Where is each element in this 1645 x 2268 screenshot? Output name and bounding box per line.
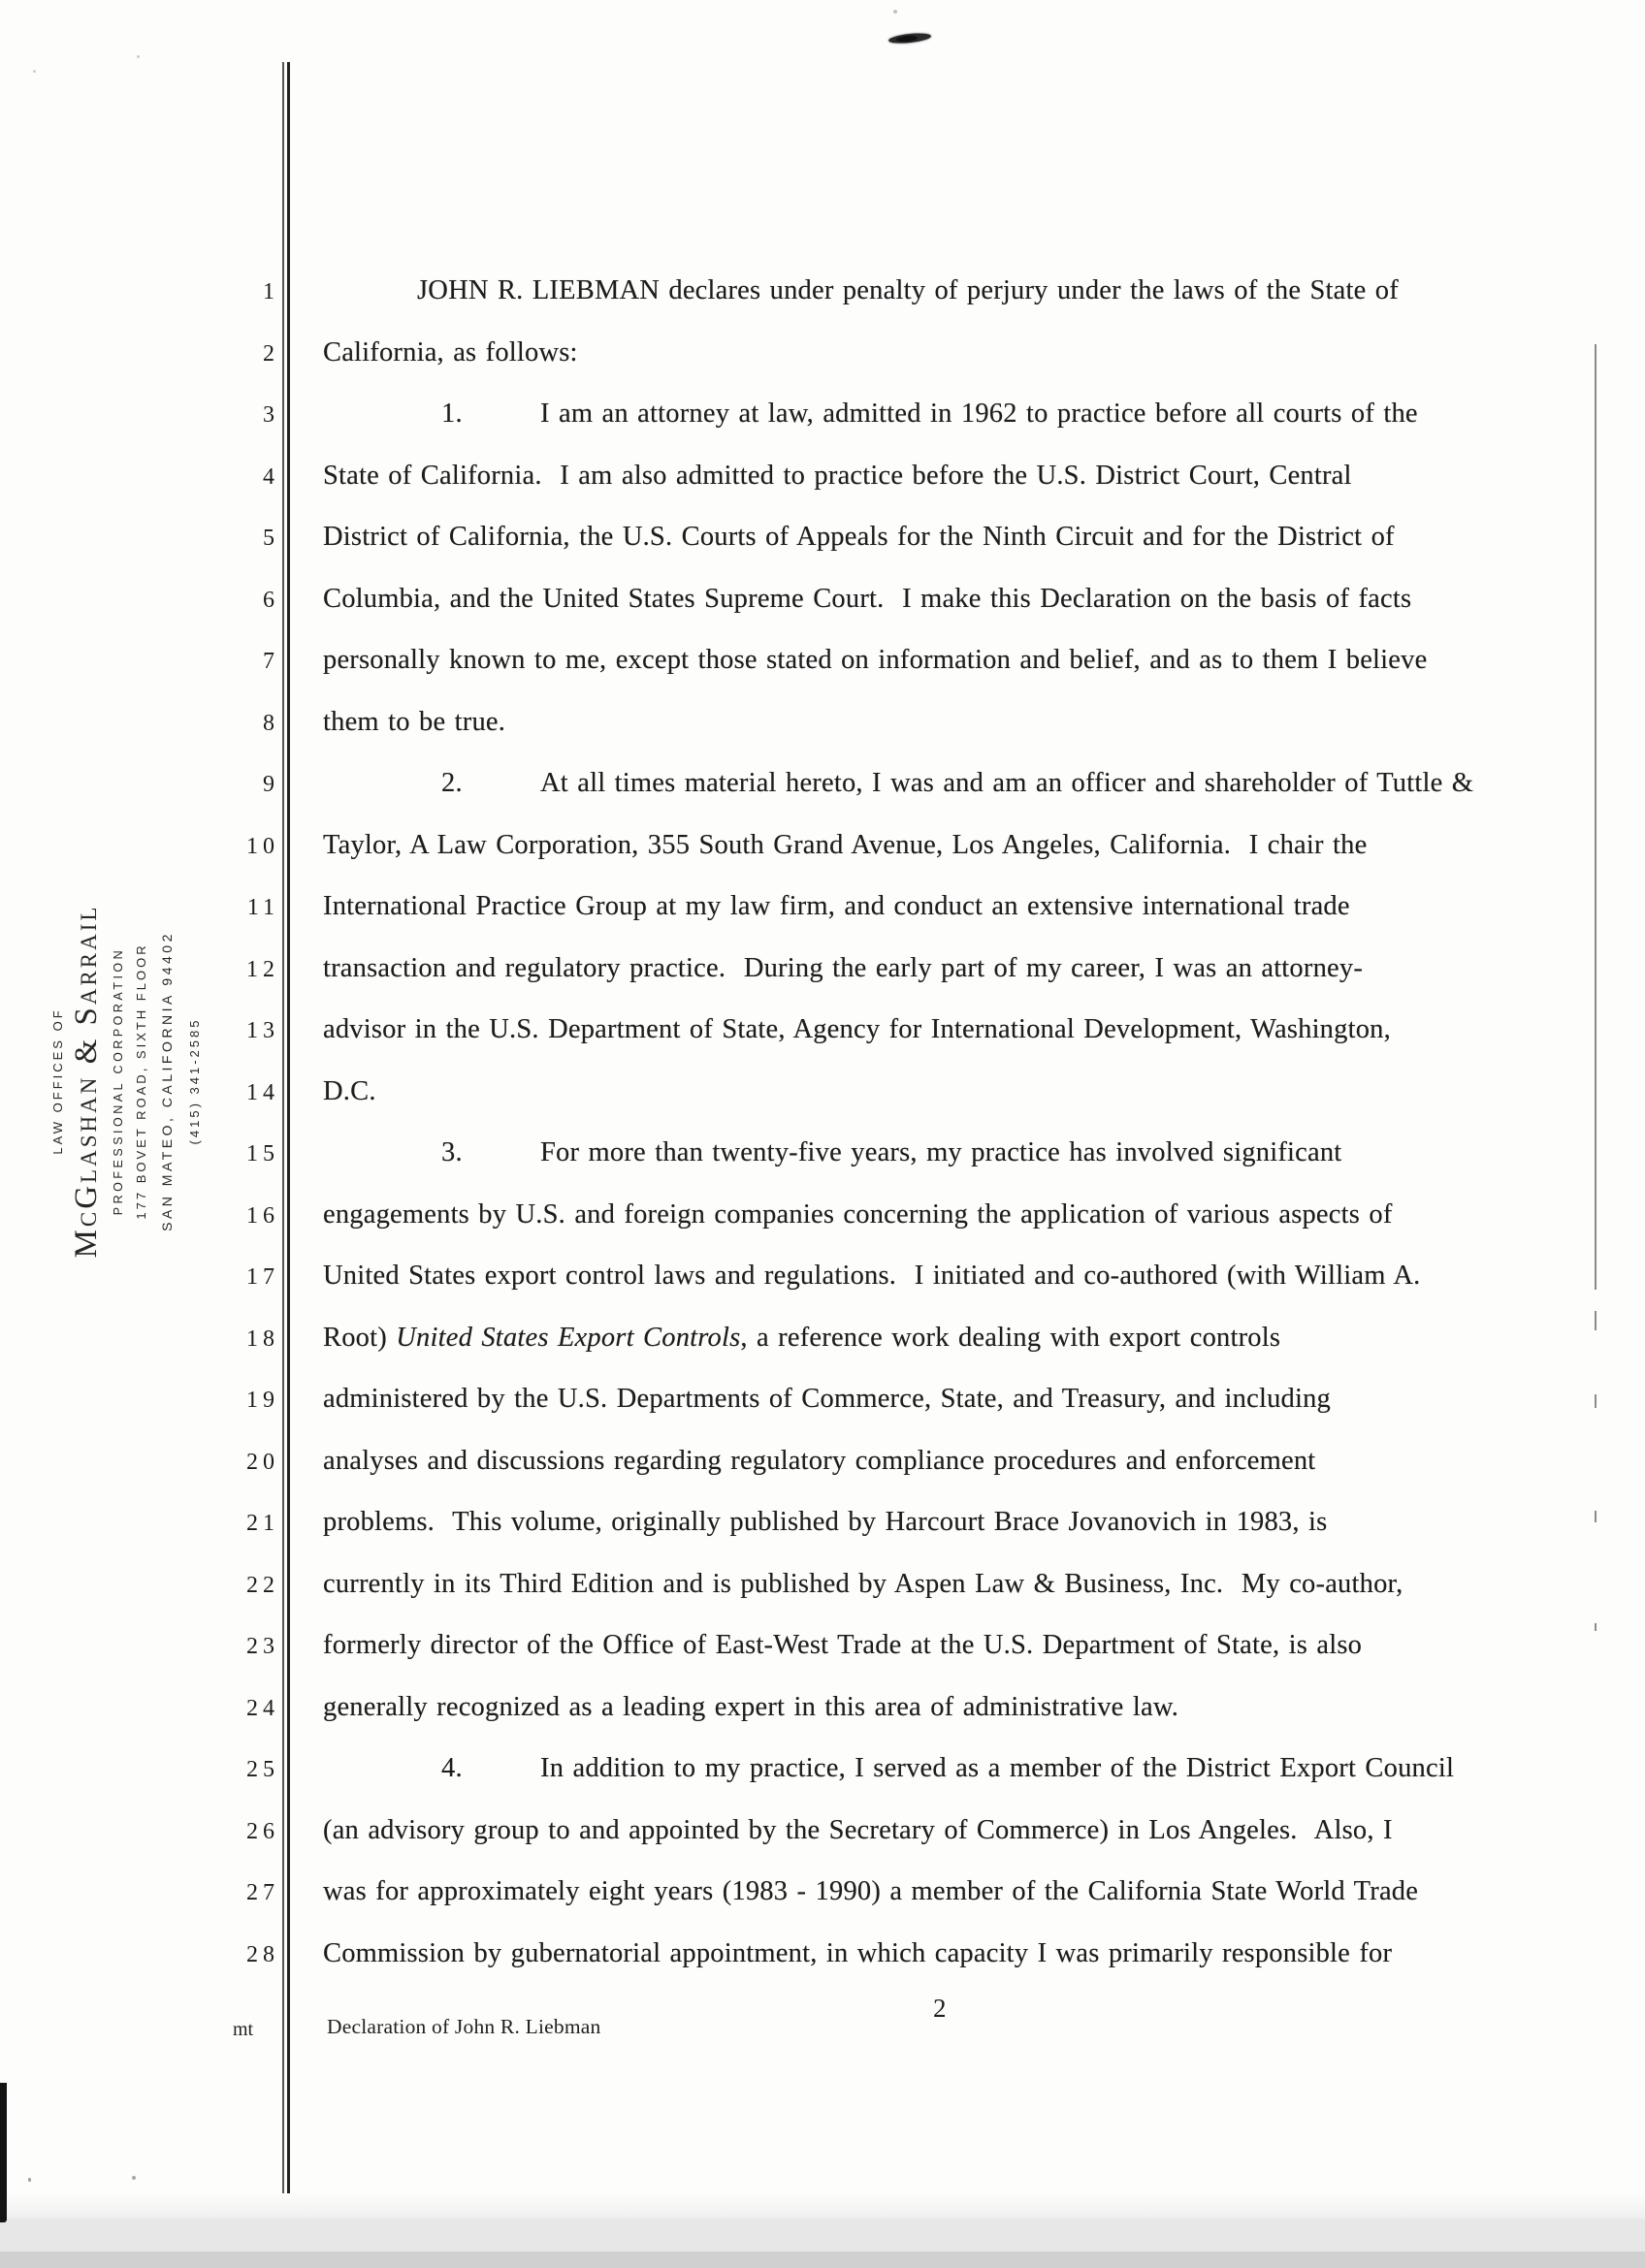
body-line: Taylor, A Law Corporation, 355 South Grand Avenue, Los Angeles, California. I chair the	[323, 829, 1368, 860]
body-line: analyses and discussions regarding regulatory compliance procedures and enforcement	[323, 1445, 1316, 1476]
letterhead	[49, 853, 209, 1309]
line-number: 8	[263, 710, 279, 736]
paragraph-number: 2.	[441, 768, 463, 798]
body-text-segment: Root)	[323, 1322, 397, 1353]
scan-speck	[28, 2178, 31, 2182]
scan-bottom-fade	[0, 2193, 1645, 2219]
line-number: 28	[246, 1941, 279, 1967]
line-number: 9	[263, 772, 279, 797]
paragraph-number: 4.	[441, 1753, 463, 1783]
body-line: transaction and regulatory practice. During the early part of my career, I was an attorney-	[323, 952, 1364, 983]
body-line	[323, 1317, 1613, 1359]
body-text-segment: , a reference work dealing with export controls	[740, 1322, 1281, 1353]
line-number: 24	[246, 1695, 279, 1721]
line-number: 13	[246, 1018, 279, 1043]
line-number: 7	[263, 649, 279, 674]
body-line: engagements by U.S. and foreign companies concerning the application of various aspects of	[323, 1198, 1393, 1230]
body-line: them to be true.	[323, 706, 506, 737]
scan-fold-dash	[1595, 1511, 1597, 1522]
pleading-rule-right	[287, 62, 290, 2242]
scan-left-edge-strip	[0, 2083, 7, 2222]
letterhead-org-type: PROFESSIONAL CORPORATION	[112, 946, 125, 1216]
line-number: 3	[263, 402, 279, 428]
letterhead-firm-name: McGlashan & Sarrail	[69, 904, 104, 1259]
scan-fold-dash	[1595, 1623, 1597, 1631]
body-line: (an advisory group to and appointed by the Secretary of Commerce) in Los Angeles. Also, I	[323, 1814, 1393, 1845]
scan-speck	[132, 2176, 136, 2180]
body-line: California, as follows:	[323, 336, 578, 367]
line-number: 20	[246, 1449, 279, 1475]
letterhead-address-line2: SAN MATEO, CALIFORNIA 94402	[159, 931, 175, 1231]
scan-speck	[137, 55, 140, 58]
line-number: 14	[246, 1079, 279, 1105]
body-line: currently in its Third Edition and is published by Aspen Law & Business, Inc. My co-author,	[323, 1568, 1403, 1599]
scan-fold-dash	[1595, 1311, 1597, 1330]
body-line: JOHN R. LIEBMAN declares under penalty of perjury under the laws of the State of	[417, 275, 1399, 305]
line-number: 12	[246, 956, 279, 982]
letterhead-office-of: LAW OFFICES OF	[50, 1007, 65, 1155]
scan-speck	[33, 70, 36, 73]
body-line: problems. This volume, originally published by Harcourt Brace Jovanovich in 1983, is	[323, 1507, 1328, 1537]
body-line: D.C.	[323, 1075, 376, 1106]
line-number: 5	[263, 526, 279, 551]
scan-speck	[893, 10, 897, 14]
line-number: 1	[263, 279, 279, 304]
line-number: 6	[263, 587, 279, 613]
pleading-rule-left	[282, 62, 284, 2242]
line-number: 26	[246, 1818, 279, 1844]
line-number: 16	[246, 1202, 279, 1229]
body-line: District of California, the U.S. Courts of Appeals for the Ninth Circuit and for the District of	[323, 522, 1395, 552]
line-number: 4	[263, 463, 279, 490]
line-number: 21	[246, 1511, 279, 1536]
body-line: 1. I am an attorney at law, admitted in 1962 to practice before all courts of the	[323, 393, 1645, 435]
letterhead-address-line1: 177 BOVET ROAD, SIXTH FLOOR	[134, 942, 148, 1220]
footer-document-title: Declaration of John R. Liebman	[327, 2015, 601, 2038]
line-number: 18	[246, 1326, 279, 1352]
body-line: 2. At all times material hereto, I was and am an officer and shareholder of Tuttle &	[323, 762, 1645, 805]
body-line: International Practice Group at my law firm, and conduct an extensive international trade	[323, 891, 1350, 921]
line-number: 17	[246, 1264, 279, 1290]
page-number: 2	[933, 1994, 947, 2023]
body-line: 4. In addition to my practice, I served as a member of the District Export Council	[323, 1747, 1645, 1790]
body-line: personally known to me, except those stated on information and belief, and as to them I believe	[323, 645, 1428, 675]
line-number: 19	[246, 1388, 279, 1413]
body-line: Columbia, and the United States Supreme Court. I make this Declaration on the basis of facts	[323, 583, 1412, 614]
line-number: 23	[246, 1634, 279, 1659]
scan-bottom-band	[0, 2219, 1645, 2252]
line-number: 15	[246, 1141, 279, 1166]
body-line: 3. For more than twenty-five years, my practice has involved significant	[323, 1132, 1645, 1174]
scan-bottom-edge	[0, 2252, 1645, 2268]
line-number: 25	[246, 1757, 279, 1782]
line-number: 22	[246, 1572, 279, 1598]
body-line: generally recognized as a leading expert in this area of administrative law.	[323, 1691, 1179, 1722]
line-number: 27	[246, 1880, 279, 1905]
scan-fold-dash	[1595, 1394, 1597, 1408]
body-line: State of California. I am also admitted to practice before the U.S. District Court, Central	[323, 460, 1352, 491]
paragraph-number: 1.	[441, 399, 463, 429]
line-number: 11	[246, 895, 279, 920]
line-number: 10	[246, 833, 279, 859]
body-line: administered by the U.S. Departments of Commerce, State, and Treasury, and including	[323, 1384, 1331, 1414]
body-line: Commission by gubernatorial appointment, in which capacity I was primarily responsible for	[323, 1937, 1393, 1968]
letterhead-phone: (415) 341-2585	[187, 1017, 202, 1145]
scan-fold-line	[1595, 344, 1597, 1290]
paragraph-number: 3.	[441, 1137, 463, 1167]
body-line: United States export control laws and regulations. I initiated and co-authored (with William A.	[323, 1261, 1421, 1291]
line-number: 2	[263, 340, 279, 367]
book-title-italic: United States Export Controls	[396, 1322, 741, 1353]
footer-typist-initials: mt	[233, 2019, 254, 2040]
body-line: advisor in the U.S. Department of State, Agency for International Development, Washington,	[323, 1014, 1391, 1044]
body-line: was for approximately eight years (1983 - 1990) a member of the California State World Trade	[323, 1876, 1419, 1906]
body-line: formerly director of the Office of East-West Trade at the U.S. Department of State, is also	[323, 1630, 1363, 1660]
